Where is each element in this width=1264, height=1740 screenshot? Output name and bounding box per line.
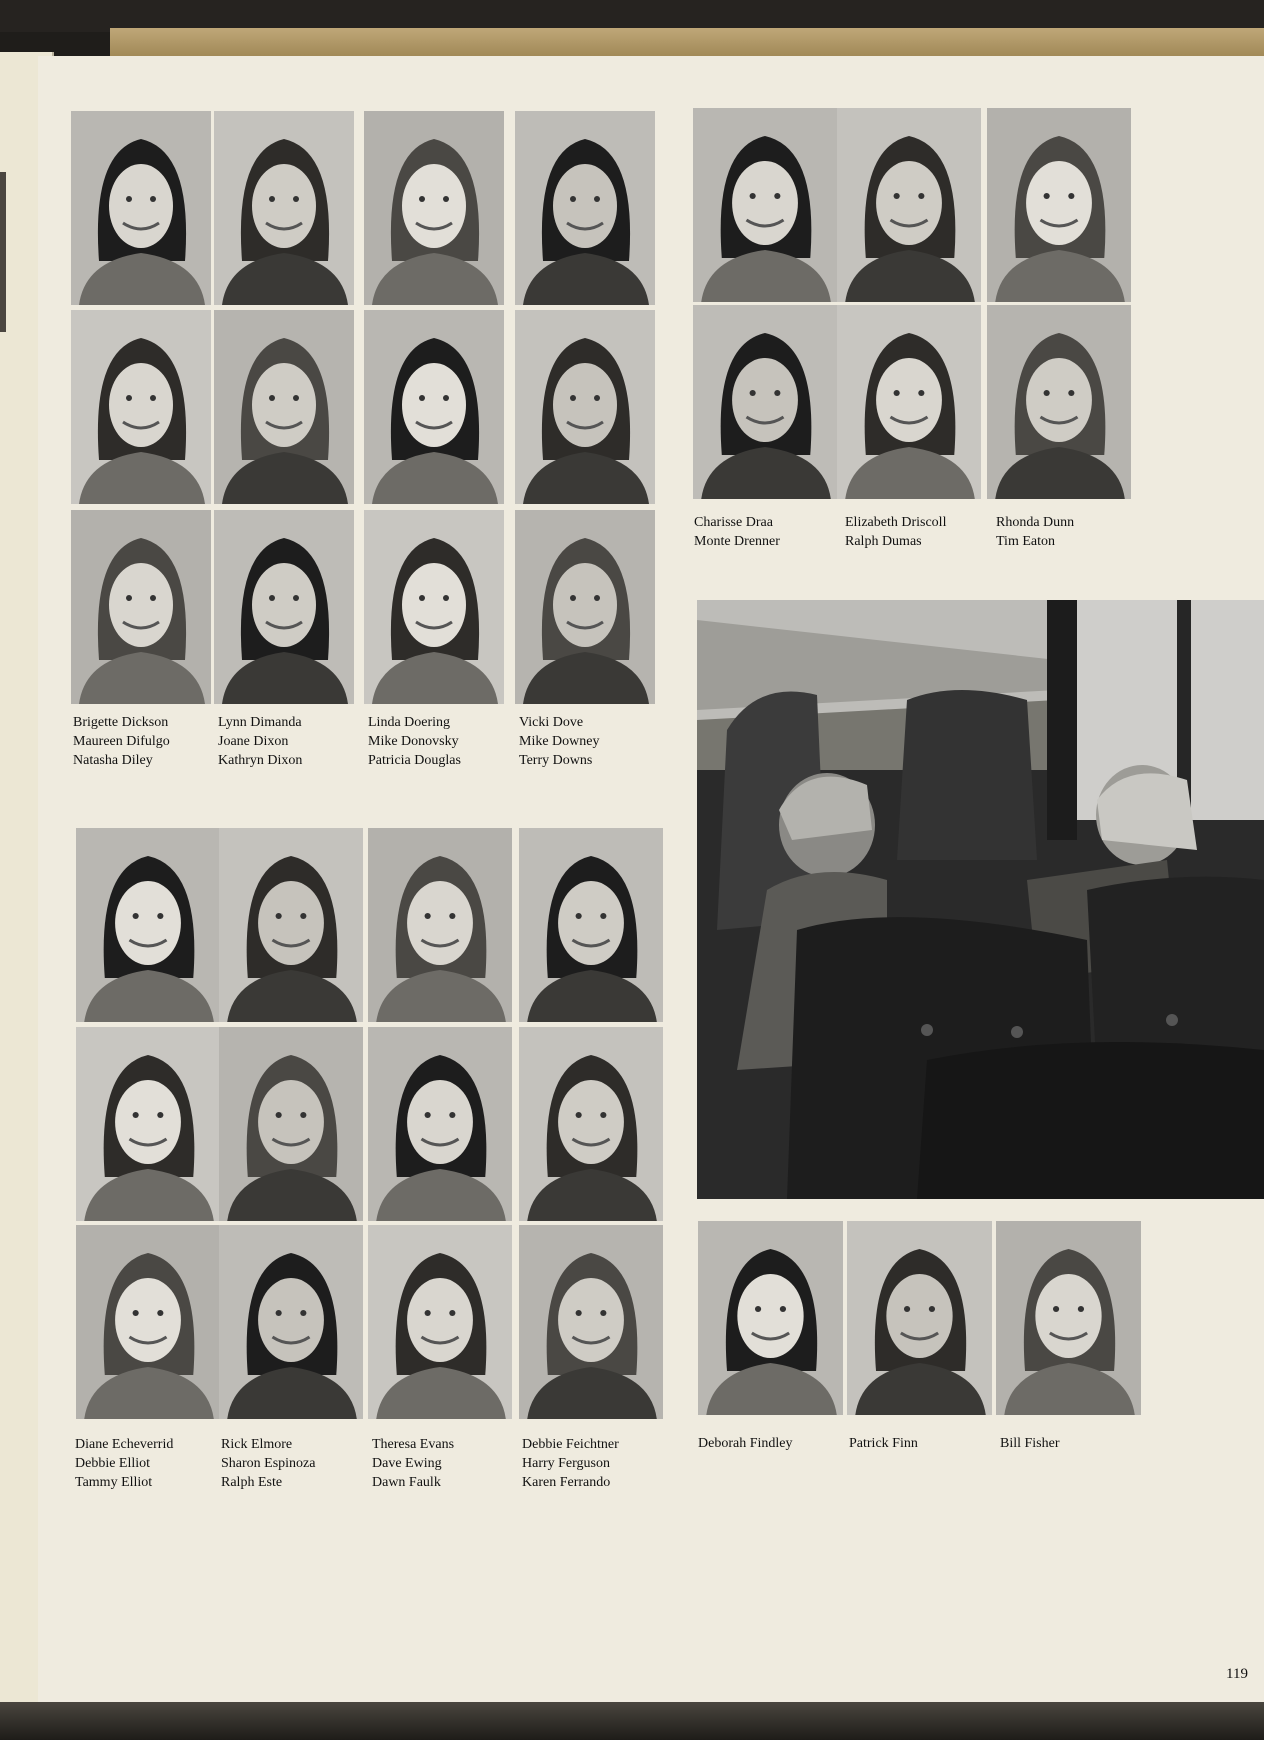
student-name: Tammy Elliot: [75, 1475, 153, 1490]
student-portrait: [837, 108, 981, 302]
student-portrait: [214, 310, 354, 504]
binding-tape: [110, 28, 1264, 58]
student-name: Theresa Evans: [372, 1437, 455, 1452]
student-portrait: [76, 828, 220, 1022]
student-portrait: [837, 305, 981, 499]
student-name: Joane Dixon: [218, 734, 289, 749]
student-portrait: [71, 510, 211, 704]
caption-column: [73, 713, 170, 770]
caption-column: [694, 513, 780, 551]
student-name: Karen Ferrando: [522, 1475, 611, 1490]
caption-column: [849, 1434, 918, 1453]
student-name: Debbie Feichtner: [522, 1437, 619, 1452]
student-name: Natasha Diley: [73, 753, 153, 768]
student-name: Patricia Douglas: [368, 753, 461, 768]
student-portrait: [693, 108, 837, 302]
student-portrait: [515, 510, 655, 704]
student-name: Maureen Difulgo: [73, 734, 170, 749]
student-portrait: [515, 111, 655, 305]
student-name: Rhonda Dunn: [996, 515, 1075, 530]
caption-column: [698, 1434, 792, 1453]
caption-column: [1000, 1434, 1060, 1453]
student-name: Ralph Este: [221, 1475, 283, 1490]
student-portrait: [987, 108, 1131, 302]
student-name: Sharon Espinoza: [221, 1456, 316, 1471]
student-portrait: [71, 310, 211, 504]
student-portrait: [364, 310, 504, 504]
student-name: Ralph Dumas: [845, 534, 922, 549]
student-name: Mike Donovsky: [368, 734, 459, 749]
student-portrait: [847, 1221, 992, 1415]
bus-candid-photo: [697, 600, 1264, 1199]
caption-column: [218, 713, 302, 770]
student-portrait: [519, 828, 663, 1022]
student-name: Bill Fisher: [1000, 1436, 1060, 1451]
student-portrait: [368, 828, 512, 1022]
caption-column: [221, 1435, 315, 1492]
caption-column: [372, 1435, 454, 1492]
student-portrait: [219, 1027, 363, 1221]
student-name: Brigette Dickson: [73, 715, 169, 730]
student-portrait: [219, 828, 363, 1022]
student-name: Deborah Findley: [698, 1436, 793, 1451]
student-name: Linda Doering: [368, 715, 451, 730]
student-name: Dawn Faulk: [372, 1475, 441, 1490]
student-name: Elizabeth Driscoll: [845, 515, 947, 530]
student-name: Rick Elmore: [221, 1437, 293, 1452]
student-name: Harry Ferguson: [522, 1456, 611, 1471]
student-name: Patrick Finn: [849, 1436, 918, 1451]
student-portrait: [364, 510, 504, 704]
student-name: Terry Downs: [519, 753, 593, 768]
student-portrait: [519, 1027, 663, 1221]
student-portrait: [519, 1225, 663, 1419]
student-portrait: [996, 1221, 1141, 1415]
caption-column: [519, 713, 600, 770]
student-name: Dave Ewing: [372, 1456, 442, 1471]
student-portrait: [698, 1221, 843, 1415]
student-portrait: [693, 305, 837, 499]
page-number: 119: [1226, 1666, 1248, 1682]
student-portrait: [214, 111, 354, 305]
student-name: Diane Echeverrid: [75, 1437, 174, 1452]
student-name: Debbie Elliot: [75, 1456, 151, 1471]
student-name: Monte Drenner: [694, 534, 780, 549]
caption-column: [75, 1435, 173, 1492]
student-portrait: [368, 1225, 512, 1419]
student-portrait: [987, 305, 1131, 499]
student-name: Kathryn Dixon: [218, 753, 303, 768]
caption-column: [368, 713, 461, 770]
caption-column: [996, 513, 1074, 551]
student-portrait: [515, 310, 655, 504]
student-name: Tim Eaton: [996, 534, 1055, 549]
caption-column: [845, 513, 946, 551]
scanner-background-bottom: [0, 1702, 1264, 1740]
student-name: Vicki Dove: [519, 715, 584, 730]
student-portrait: [71, 111, 211, 305]
student-name: Mike Downey: [519, 734, 600, 749]
student-portrait: [76, 1027, 220, 1221]
student-name: Lynn Dimanda: [218, 715, 302, 730]
student-name: Charisse Draa: [694, 515, 773, 530]
student-portrait: [368, 1027, 512, 1221]
student-portrait: [214, 510, 354, 704]
student-portrait: [76, 1225, 220, 1419]
student-portrait: [219, 1225, 363, 1419]
student-portrait: [364, 111, 504, 305]
caption-column: [522, 1435, 619, 1492]
